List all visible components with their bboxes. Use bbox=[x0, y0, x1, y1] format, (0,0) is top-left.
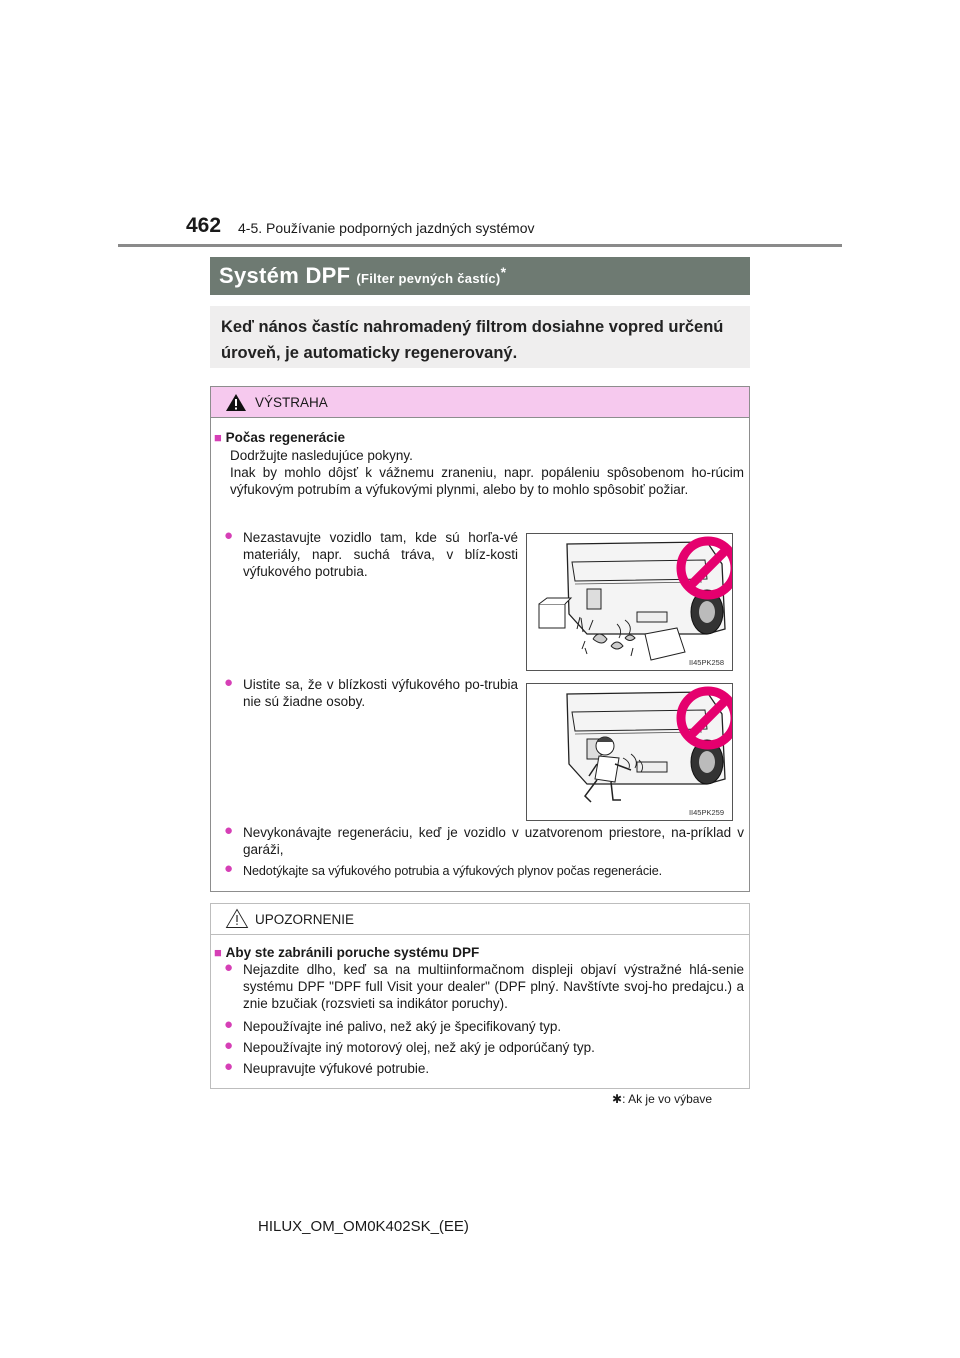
warning-heading-row bbox=[214, 429, 744, 446]
warning-header bbox=[211, 387, 749, 418]
caution-heading: Aby ste zabránili poruche systému DPF bbox=[225, 945, 480, 960]
section-title-sub: (Filter pevných častíc) bbox=[356, 271, 501, 286]
warning-heading: Počas regenerácie bbox=[225, 430, 345, 445]
header-rule bbox=[118, 244, 842, 247]
circle-bullet-icon: ● bbox=[224, 860, 234, 877]
intro-box bbox=[210, 306, 750, 368]
footnote bbox=[612, 1092, 712, 1106]
warning-bullet-2: Uistite sa, že v blízkosti výfukového po-trubia nie sú žiadne osoby. bbox=[243, 677, 518, 709]
warning-bullet-4: Nedotýkajte sa výfukového potrubia a výfukových plynov počas regenerácie. bbox=[243, 864, 663, 878]
circle-bullet-icon: ● bbox=[224, 1058, 234, 1075]
warning-bullet-1: Nezastavujte vozidlo tam, kde sú horľa-vé materiály, napr. suchá tráva, v blíz-kosti výfukového potrubia. bbox=[243, 530, 518, 579]
section-title-bar bbox=[210, 257, 750, 295]
truck-person-illustration bbox=[527, 684, 732, 820]
caution-bullet-3: Nepoužívajte iný motorový olej, než aký je odporúčaný typ. bbox=[243, 1040, 595, 1055]
caution-header bbox=[211, 904, 749, 935]
caution-box bbox=[210, 903, 750, 1089]
footnote-text: : Ak je vo výbave bbox=[622, 1092, 713, 1106]
document-code: HILUX_OM_OM0K402SK_(EE) bbox=[258, 1218, 469, 1235]
footnote-star: ✱ bbox=[612, 1092, 623, 1106]
warning-paragraph-1: Dodržujte nasledujúce pokyny. bbox=[230, 448, 413, 463]
warning-box bbox=[210, 386, 750, 892]
truck-grass-illustration bbox=[527, 534, 732, 670]
illustration-person-near-exhaust bbox=[526, 683, 733, 821]
circle-bullet-icon: ● bbox=[224, 1037, 234, 1054]
caution-heading-row bbox=[214, 944, 744, 961]
image-code-1: II45PK258 bbox=[688, 658, 724, 667]
page-number: 462 bbox=[186, 214, 222, 237]
circle-bullet-icon: ● bbox=[224, 822, 234, 839]
image-code-2: II45PK259 bbox=[688, 808, 724, 817]
caution-triangle-icon bbox=[225, 908, 249, 929]
circle-bullet-icon: ● bbox=[224, 527, 234, 544]
circle-bullet-icon: ● bbox=[224, 674, 234, 691]
caution-label: UPOZORNENIE bbox=[255, 912, 355, 927]
section-path: 4-5. Používanie podporných jazdných systémov bbox=[238, 220, 535, 236]
circle-bullet-icon: ● bbox=[224, 959, 234, 976]
intro-text: Keď nános častíc nahromadený filtrom dosiahne vopred určenú úroveň, je automaticky regenerovaný. bbox=[221, 318, 724, 362]
section-title bbox=[219, 263, 506, 289]
warning-paragraph-2: Inak by mohlo dôjsť k vážnemu zraneniu, napr. popáleniu spôsobenom ho-rúcim výfukovým potrubím a výfukovými plynmi, alebo by to mohlo spôsobiť požiar. bbox=[230, 465, 744, 497]
circle-bullet-icon: ● bbox=[224, 1016, 234, 1033]
caution-bullet-1: Nejazdite dlho, keď sa na multiinformačnom displeji objaví výstražné hlá-senie systému DPF "DPF full Visit your dealer" (DPF plný. Navštívte svoj-ho predajcu.) a znie bzučiak (rozsvieti sa indikátor poruchy). bbox=[243, 962, 744, 1011]
warning-bullet-3: Nevykonávajte regeneráciu, keď je vozidlo v uzatvorenom priestore, na-príklad v garáži, bbox=[243, 825, 744, 857]
square-bullet-icon: ■ bbox=[214, 945, 222, 960]
section-title-main: Systém DPF bbox=[219, 263, 351, 288]
caution-bullet-2: Nepoužívajte iné palivo, než aký je špecifikovaný typ. bbox=[243, 1019, 562, 1034]
footnote-star-marker: * bbox=[500, 264, 507, 280]
warning-triangle-icon bbox=[225, 393, 247, 412]
square-bullet-icon: ■ bbox=[214, 430, 222, 445]
illustration-flammable-materials bbox=[526, 533, 733, 671]
caution-bullet-4: Neupravujte výfukové potrubie. bbox=[243, 1061, 430, 1076]
warning-label: VÝSTRAHA bbox=[255, 395, 328, 410]
